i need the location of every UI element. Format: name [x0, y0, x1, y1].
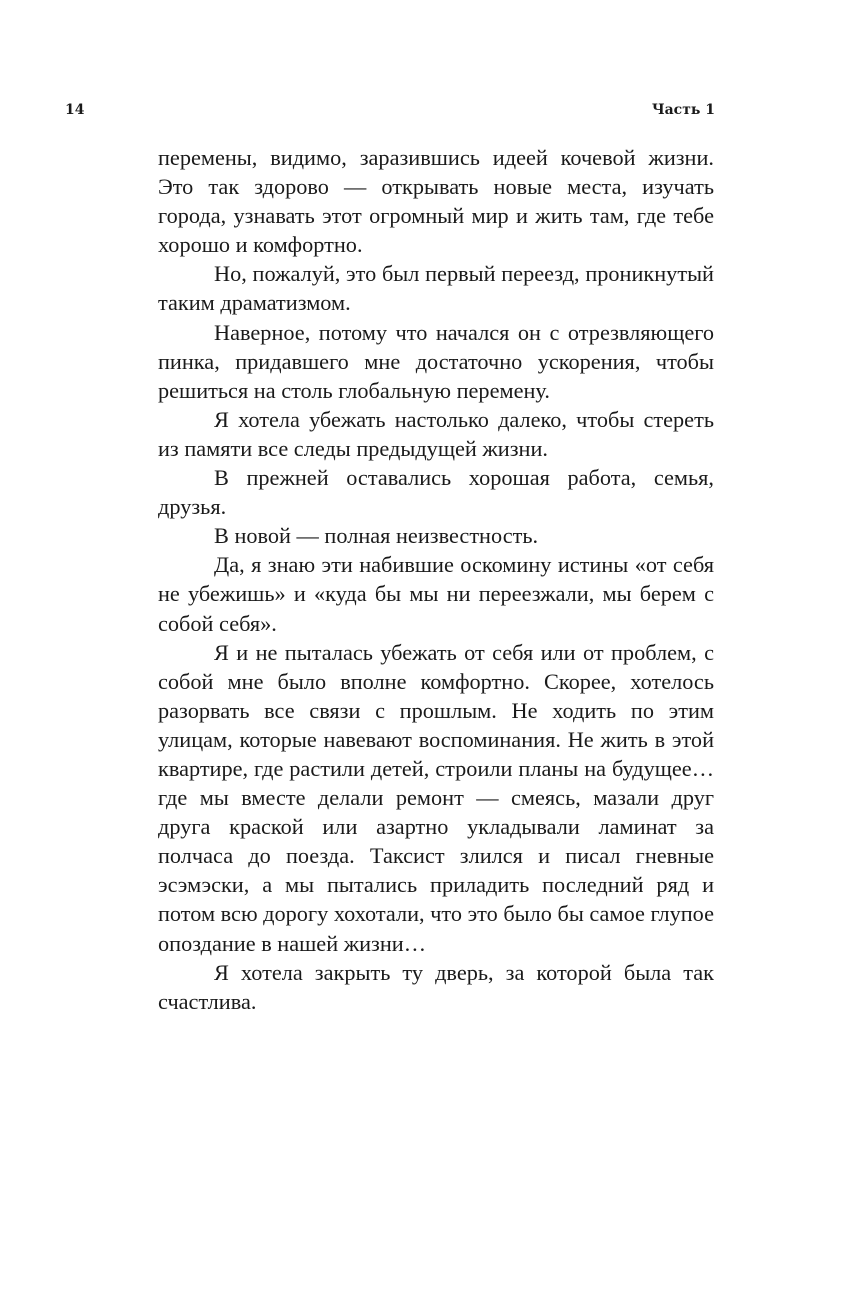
part-title: Часть 1 [651, 102, 715, 118]
paragraph: Но, пожалуй, это был первый переезд, проникнутый таким драматизмом. [158, 261, 714, 316]
paragraph: Я хотела закрыть ту дверь, за которой была так счастлива. [158, 959, 714, 1014]
paragraph: В прежней оставались хорошая работа, семья, друзья. [158, 465, 714, 520]
paragraph: Я хотела убежать настолько далеко, чтобы стереть из памяти все следы предыдущей жизни. [158, 406, 714, 461]
paragraph: Да, я знаю эти набившие оскомину истины «от себя не убежишь» и «куда бы мы ни переезжали, мы берем с собой себя». [158, 552, 714, 636]
paragraph: Я и не пыталась убежать от себя или от проблем, с собой мне было вполне комфортно. Скорее, хотелось разорвать все связи с прошлым. Не ходить по этим улицам, которые навевают воспоминания. Не жить в этой квартире, где растили детей, строили планы на будущее… где мы вместе делали ремонт — смеясь, мазали друг друга краской или азартно укладывали ламинат за полчаса до поезда. Таксист злился и писал гневные эсэмэски, а мы пытались приладить последний ряд и потом всю дорогу хохотали, что это было бы самое глупое опоздание в нашей жизни… [158, 639, 714, 956]
page-number: 14 [65, 102, 85, 118]
running-head [65, 100, 715, 120]
paragraph: Наверное, потому что начался он с отрезвляющего пинка, придавшего мне достаточно ускорения, чтобы решиться на столь глобальную перемену. [158, 319, 714, 403]
paragraph: перемены, видимо, заразившись идеей кочевой жизни. Это так здорово — открывать новые места, изучать города, узнавать этот огромный мир и жить там, где тебе хорошо и комфортно. [158, 145, 714, 258]
text-body [158, 143, 714, 1016]
paragraph: В новой — полная неизвестность. [214, 523, 539, 549]
